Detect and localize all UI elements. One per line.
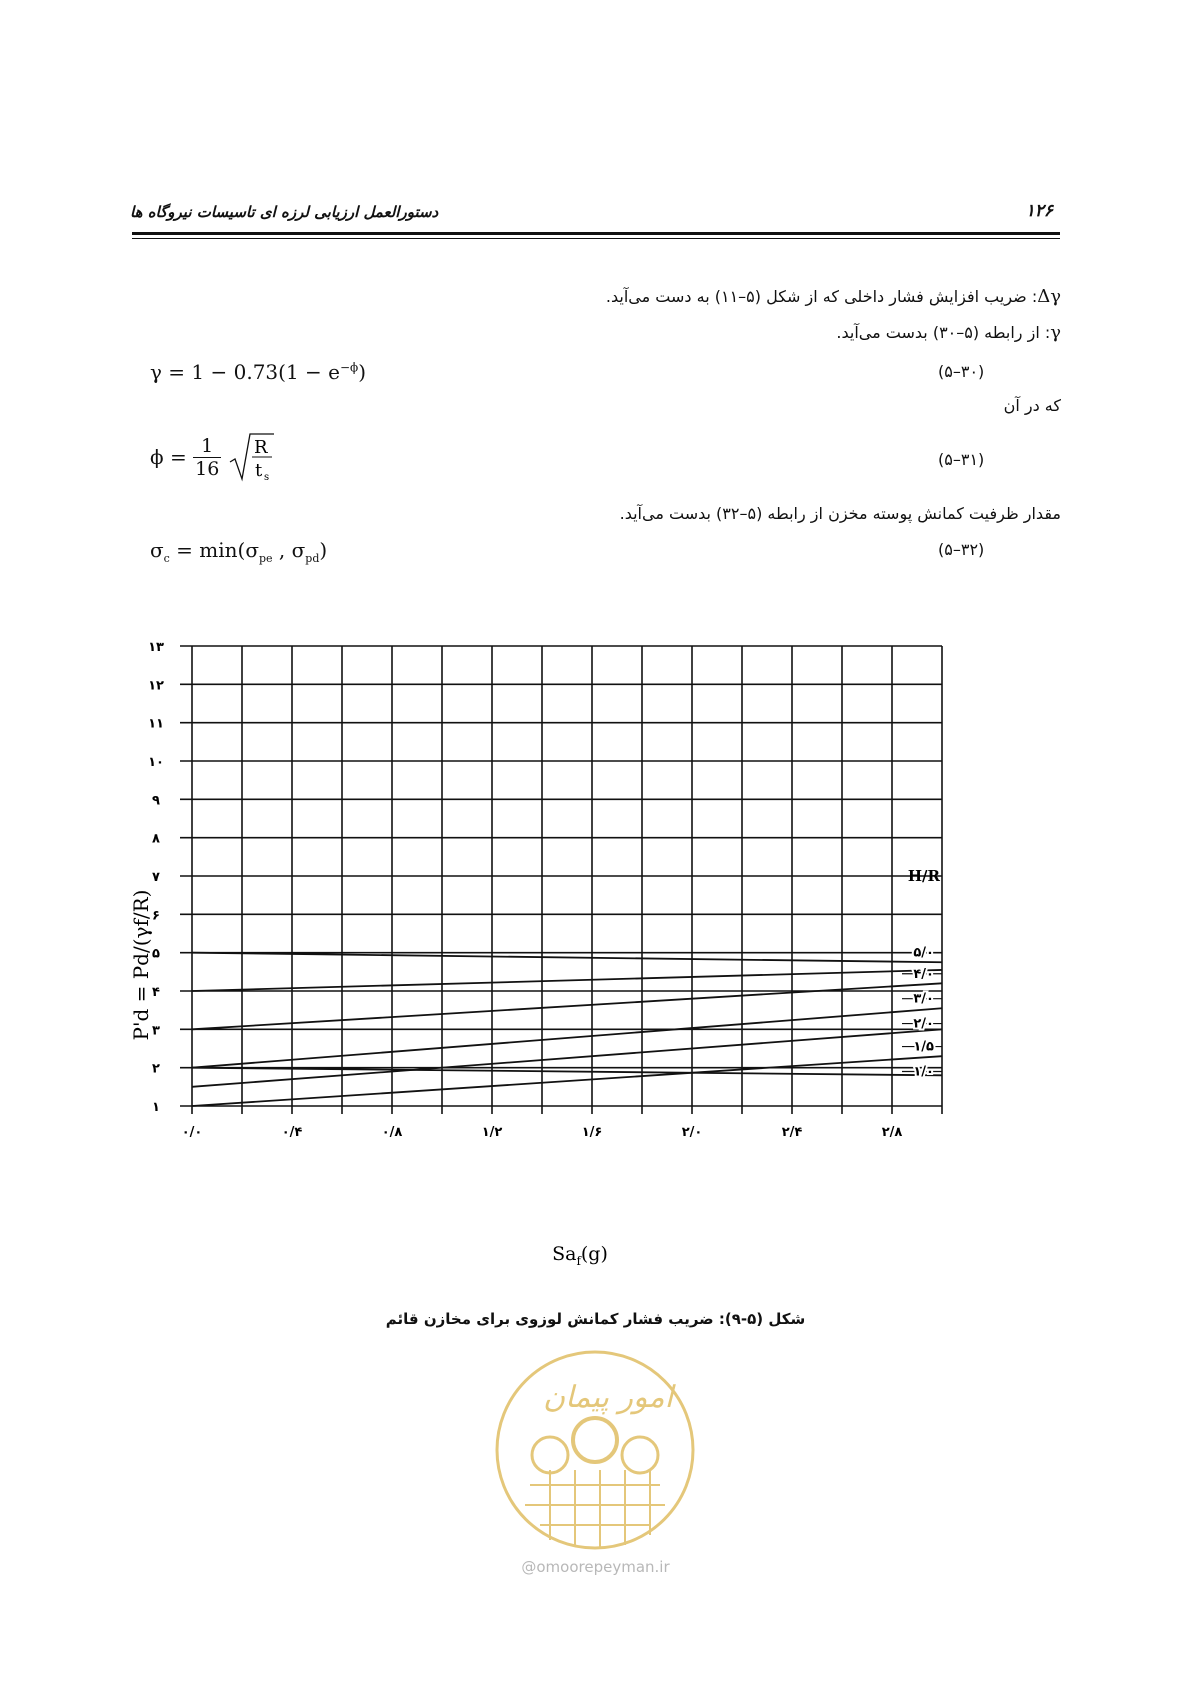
radical-denominator-subscript: s bbox=[263, 472, 269, 482]
equation-32-sigma: σ bbox=[150, 538, 164, 562]
delta-gamma-text: : ضریب افزایش فشار داخلی که از شکل (۵–۱۱) به دست می‌آید. bbox=[605, 287, 1038, 306]
equation-31-denominator: 16 bbox=[195, 457, 220, 480]
figure-caption: شکل (۵-۹): ضریب فشار کمانش لوزوی برای مخازن قائم bbox=[385, 1310, 806, 1328]
where-text: که در آن bbox=[1003, 396, 1061, 415]
header-rule-thin bbox=[132, 238, 1060, 239]
equation-32-comma: , σ bbox=[272, 538, 306, 562]
equation-31-numerator: 1 bbox=[193, 435, 221, 458]
equation-32-sub-pe: pe bbox=[259, 552, 273, 565]
chart-grid bbox=[180, 646, 942, 1114]
equation-30-close: ) bbox=[358, 360, 367, 384]
delta-gamma-symbol: Δγ bbox=[1037, 286, 1061, 307]
y-tick-label: ۱۲ bbox=[148, 678, 164, 694]
chart-legend bbox=[902, 867, 942, 1079]
equation-30-body: γ = 1 − 0.73(1 − e bbox=[150, 360, 340, 384]
equation-30-number: (۳۰–۵) bbox=[938, 362, 985, 381]
x-tick-label: ۱/۲ bbox=[481, 1125, 503, 1140]
y-tick-label: ۵ bbox=[152, 946, 160, 962]
watermark-logo bbox=[490, 1345, 700, 1555]
legend-label: ۱/۰ bbox=[913, 1064, 934, 1080]
page-number: ۱۲۶ bbox=[1025, 201, 1053, 221]
x-tick-label: ۲/۰ bbox=[681, 1125, 703, 1140]
header-rule-thick bbox=[132, 232, 1060, 235]
definition-gamma bbox=[836, 322, 1061, 343]
equation-31-fraction bbox=[193, 435, 221, 480]
x-axis-label-tail: (g) bbox=[580, 1243, 608, 1265]
y-tick-label: ۱ bbox=[152, 1100, 160, 1115]
x-axis-label-sub: f bbox=[576, 1254, 581, 1268]
legend-title: H/R bbox=[907, 867, 940, 886]
equation-31 bbox=[150, 432, 274, 482]
watermark-scale-icon bbox=[532, 1437, 568, 1473]
radical-numerator: R bbox=[253, 437, 268, 458]
equation-32 bbox=[150, 538, 327, 565]
legend-label: ۳/۰ bbox=[913, 991, 934, 1007]
equation-31-number: (۳۱–۵) bbox=[938, 450, 985, 469]
legend-label: ۴/۰ bbox=[913, 966, 934, 982]
y-tick-label: ۶ bbox=[152, 908, 160, 924]
x-axis-label-main: Sa bbox=[552, 1243, 577, 1265]
y-tick-label: ۱۳ bbox=[148, 640, 164, 655]
equation-32-close: ) bbox=[319, 538, 328, 562]
gamma-symbol: γ bbox=[1050, 322, 1061, 343]
x-tick-label: ۰/۴ bbox=[281, 1125, 303, 1140]
y-axis-label: P'd = Pd/(γf/R) bbox=[129, 889, 153, 1041]
equation-30 bbox=[150, 360, 366, 384]
gamma-text: : از رابطه (۵–۳۰) بدست می‌آید. bbox=[836, 323, 1051, 342]
x-tick-label: ۰/۸ bbox=[381, 1125, 403, 1140]
y-tick-label: ۹ bbox=[152, 793, 160, 809]
equation-32-sub-c: c bbox=[163, 552, 170, 565]
buckling-pressure-chart bbox=[120, 640, 1040, 1280]
radical-sign-icon bbox=[228, 432, 274, 482]
equation-30-exponent: −ϕ bbox=[340, 360, 359, 375]
watermark-logo-text: امور پیمان bbox=[543, 1380, 673, 1415]
y-tick-label: ۱۰ bbox=[148, 755, 164, 770]
x-tick-label: ۱/۶ bbox=[581, 1125, 603, 1140]
radical-denominator: t bbox=[254, 460, 262, 481]
y-tick-label: ۷ bbox=[152, 870, 160, 885]
series-line bbox=[192, 1056, 942, 1106]
x-tick-label: ۲/۴ bbox=[781, 1125, 803, 1140]
x-axis-label bbox=[552, 1243, 608, 1268]
y-tick-label: ۲ bbox=[152, 1061, 160, 1077]
running-header-title: دستورالعمل ارزیابی لرزه ای تاسیسات نیروگاه ها bbox=[130, 203, 439, 221]
equation-31-lhs: ϕ = bbox=[150, 445, 187, 469]
legend-label: ۵/۰ bbox=[913, 945, 934, 961]
x-tick-label: ۰/۰ bbox=[181, 1125, 203, 1140]
y-tick-label: ۳ bbox=[152, 1023, 160, 1039]
watermark-gear-icon bbox=[573, 1418, 617, 1462]
y-tick-label: ۸ bbox=[152, 831, 160, 847]
equation-32-sub-pd: pd bbox=[305, 552, 320, 565]
equation-32-number: (۳۲–۵) bbox=[938, 540, 985, 559]
series-line bbox=[192, 953, 942, 963]
watermark-url: @omoorepeyman.ir bbox=[521, 1558, 670, 1576]
series-line bbox=[192, 1068, 942, 1076]
capacity-text: مقدار ظرفیت کمانش پوسته مخزن از رابطه (۵–۳۲) بدست می‌آید. bbox=[619, 504, 1061, 523]
x-tick-label: ۲/۸ bbox=[881, 1125, 903, 1140]
legend-label: ۲/۰ bbox=[913, 1016, 934, 1032]
y-tick-label: ۱۱ bbox=[148, 716, 164, 732]
legend-label: ۱/۵ bbox=[913, 1039, 934, 1055]
y-tick-label: ۴ bbox=[152, 985, 160, 1000]
equation-32-mid: = min(σ bbox=[169, 538, 259, 562]
equation-31-radical bbox=[228, 432, 274, 482]
x-axis-ticks bbox=[182, 1125, 903, 1140]
definition-delta-gamma bbox=[606, 286, 1061, 307]
series-line bbox=[192, 970, 942, 991]
y-axis-ticks bbox=[148, 640, 164, 1115]
watermark-excavator-icon bbox=[622, 1437, 658, 1473]
